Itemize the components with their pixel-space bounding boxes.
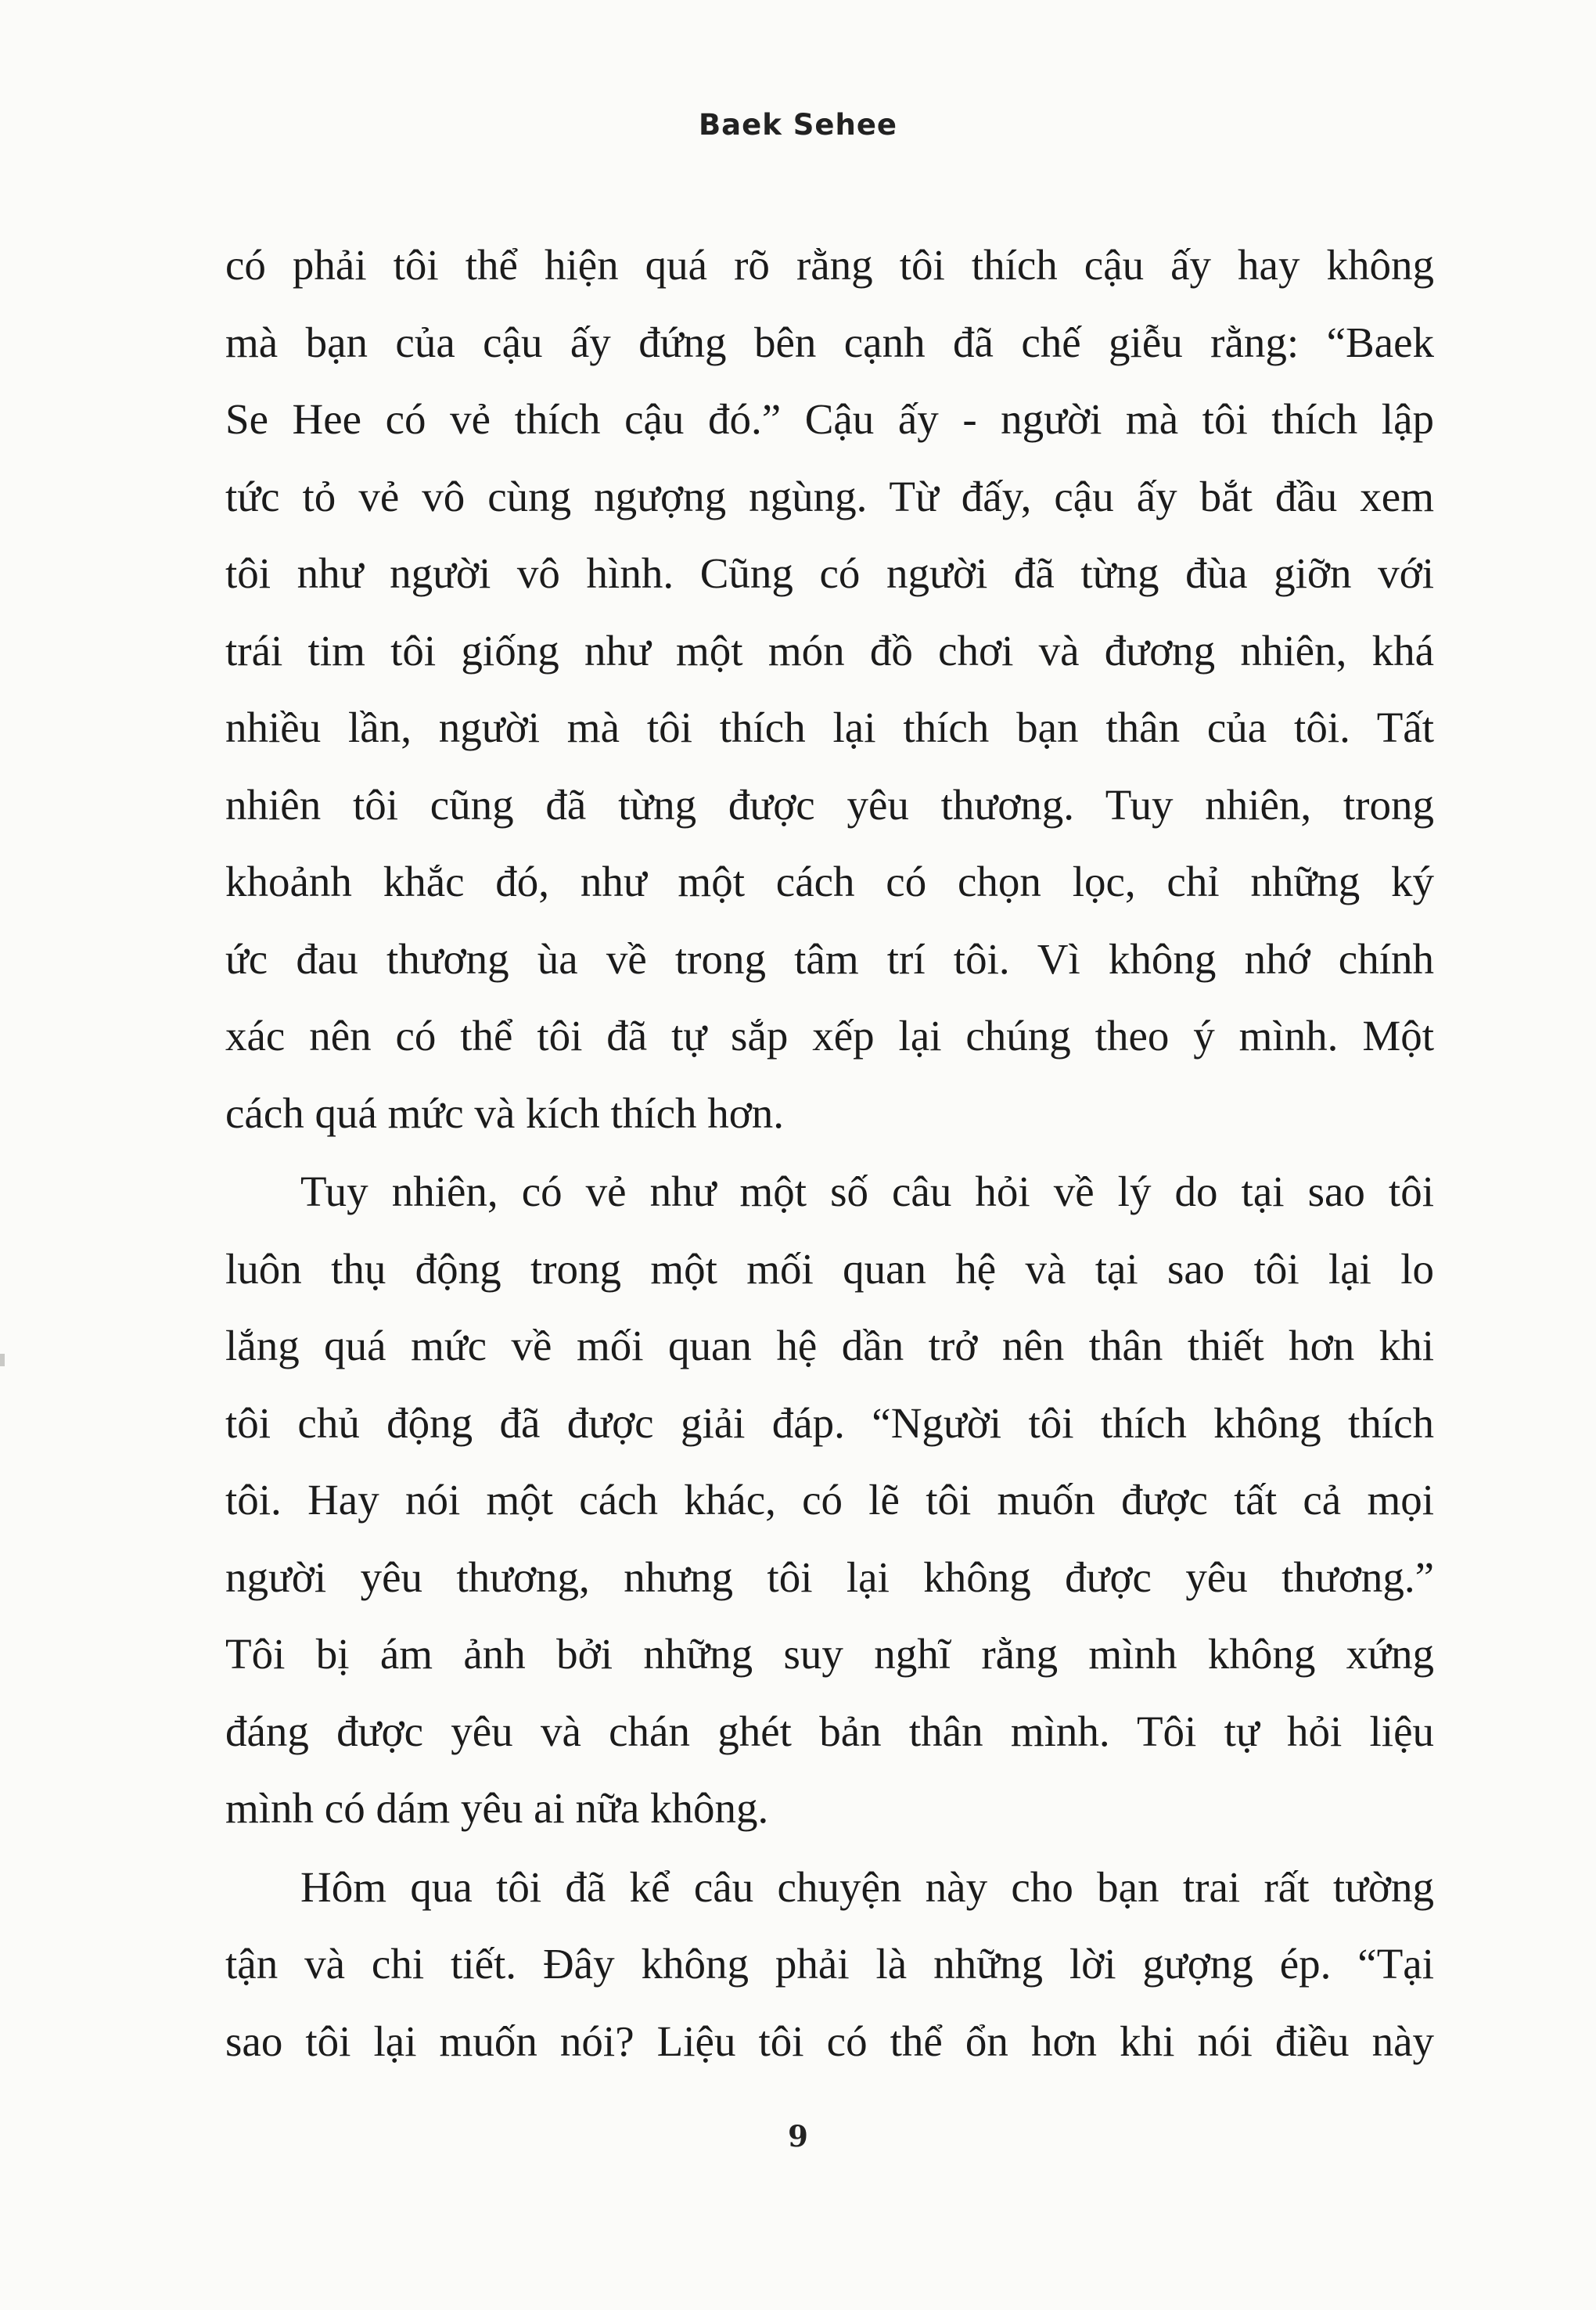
page-number: 9 [788,2119,808,2153]
text-line: Hôm qua tôi đã kể câu chuyện này cho bạn trai rất tường [300,1862,1434,1911]
text-line: khoảnh khắc đó, như một cách có chọn lọc, chỉ những ký [225,858,1434,905]
paragraph-2 [225,1153,1434,1848]
text-line: tôi. Hay nói một cách khác, có lẽ tôi muốn được tất cả mọi [225,1476,1434,1524]
paragraph-3 [225,1849,1434,2081]
text-line: Tôi bị ám ảnh bởi những suy nghĩ rằng mình không xứng [225,1630,1434,1678]
text-line: nhiên tôi cũng đã từng được yêu thương. Tuy nhiên, trong [225,780,1434,829]
text-line: mà bạn của cậu ấy đứng bên cạnh đã chế giễu rằng: “Baek [225,318,1434,366]
text-line: tôi như người vô hình. Cũng có người đã từng đùa giỡn với [225,549,1434,597]
text-line: luôn thụ động trong một mối quan hệ và tại sao tôi lại lo [225,1244,1434,1293]
text-line: sao tôi lại muốn nói? Liệu tôi có thể ổn hơn khi nói điều này [225,2017,1434,2065]
text-line: ức đau thương ùa về trong tâm trí tôi. Vì không nhớ chính [225,934,1434,983]
text-line: người yêu thương, nhưng tôi lại không được yêu thương.” [225,1553,1434,1601]
text-line: xác nên có thể tôi đã tự sắp xếp lại chúng theo ý mình. Một [225,1012,1434,1060]
text-line: tận và chi tiết. Đây không phải là những lời gượng ép. “Tại [225,1940,1434,1988]
text-line: tôi chủ động đã được giải đáp. “Người tôi thích không thích [225,1398,1434,1447]
text-line: Tuy nhiên, có vẻ như một số câu hỏi về lý do tại sao tôi [300,1168,1434,1215]
text-line: có phải tôi thể hiện quá rõ rằng tôi thích cậu ấy hay không [225,241,1434,289]
running-header-author: Baek Sehee [698,108,898,142]
paragraph-1 [225,227,1434,1152]
text-line: lắng quá mức về mối quan hệ dần trở nên thân thiết hơn khi [225,1322,1434,1369]
body-text [225,227,1434,2080]
text-line: nhiều lần, người mà tôi thích lại thích bạn thân của tôi. Tất [225,703,1434,751]
text-line: mình có dám yêu ai nữa không. [225,1784,769,1832]
text-line: đáng được yêu và chán ghét bản thân mình. Tôi tự hỏi liệu [225,1707,1434,1755]
text-line: tức tỏ vẻ vô cùng ngượng ngùng. Từ đấy, cậu ấy bắt đầu xem [225,472,1434,520]
text-line: cách quá mức và kích thích hơn. [225,1088,785,1137]
text-line: trái tim tôi giống như một món đồ chơi và đương nhiên, khá [225,626,1434,675]
page-edge-mark [0,1354,5,1366]
text-line: Se Hee có vẻ thích cậu đó.” Cậu ấy - người mà tôi thích lập [225,395,1434,443]
